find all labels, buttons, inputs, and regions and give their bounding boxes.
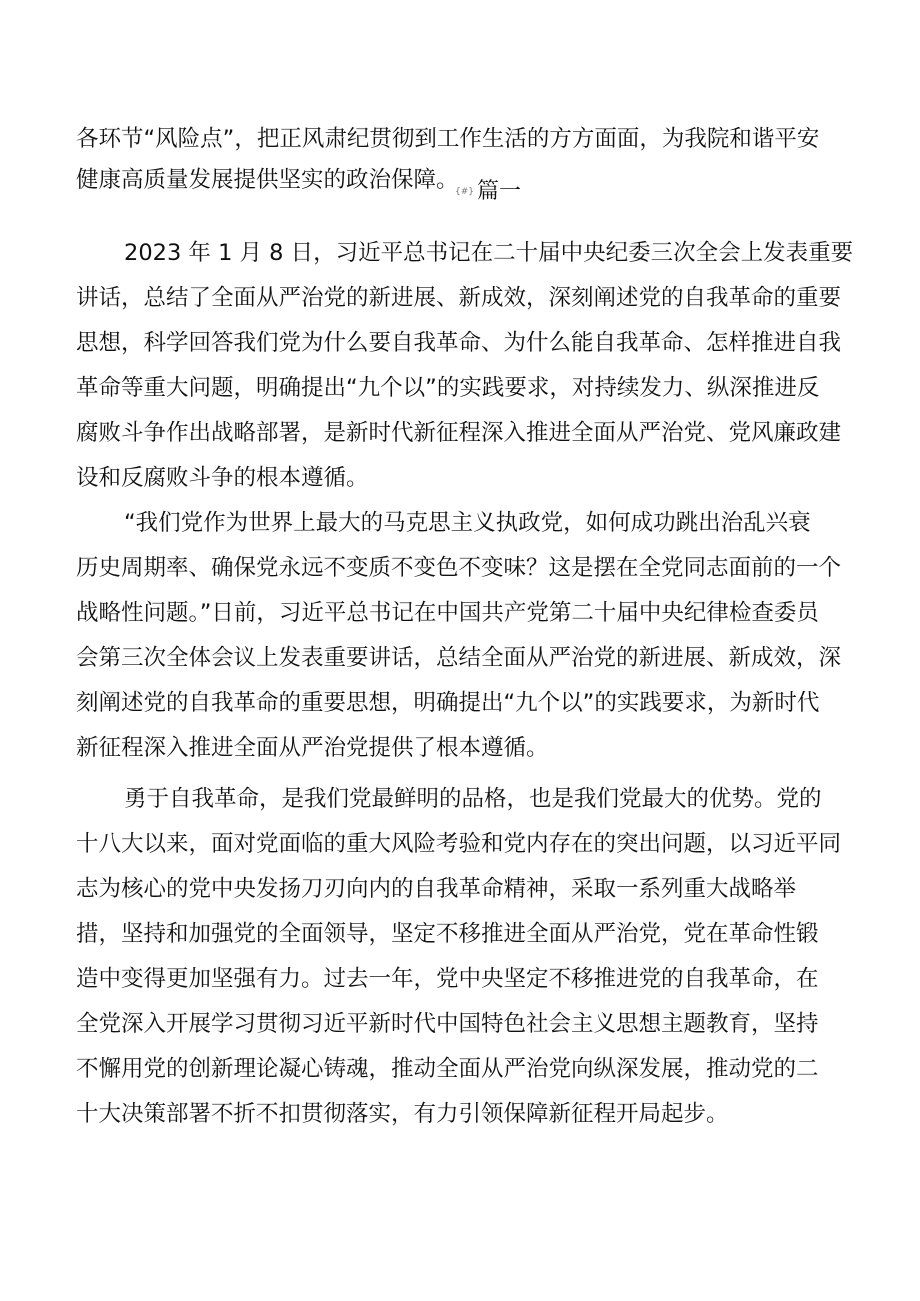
paragraph-line: 措，坚持和加强党的全面领导，坚定不移推进全面从严治党，党在革命性锻 (76, 921, 819, 947)
paragraph-line: 刻阐述党的自我革命的重要思想，明确提出“九个以”的实践要求，为新时代 (76, 690, 820, 716)
paragraph-line: 会第三次全体会议上发表重要讲话，总结全面从严治党的新进展、新成效，深 (76, 645, 842, 671)
section-mark: {#} (455, 187, 474, 197)
section-title: 篇一 (477, 179, 522, 204)
paragraph-line: 战略性问题。”日前，习近平总书记在中国共产党第二十届中央纪律检查委员 (76, 600, 819, 626)
paragraph-line: 勇于自我革命，是我们党最鲜明的品格，也是我们党最大的优势。党的 (124, 786, 822, 812)
paragraph-line: 志为核心的党中央发扬刀刃向内的自我革命精神，采取一系列重大战略举 (76, 876, 797, 902)
paragraph-line: 腐败斗争作出战略部署，是新时代新征程深入推进全面从严治党、党风廉政建 (76, 420, 842, 446)
paragraph-line: 历史周期率、确保党永远不变质不变色不变味？这是摆在全党同志面前的一个 (76, 555, 842, 581)
paragraph-line: 设和反腐败斗争的根本遵循。 (76, 465, 369, 491)
paragraph-line: 不懈用党的创新理论凝心铸魂，推动全面从严治党向纵深发展，推动党的二 (76, 1056, 819, 1082)
paragraph-line: 思想，科学回答我们党为什么要自我革命、为什么能自我革命、怎样推进自我 (76, 330, 842, 356)
paragraph-line: “我们党作为世界上最大的马克思主义执政党，如何成功跳出治乱兴衰 (124, 510, 811, 536)
section-heading (455, 177, 521, 207)
paragraph-line: 2023 年 1 月 8 日，习近平总书记在二十届中央纪委三次全会上发表重要 (124, 240, 854, 266)
paragraph-line: 新征程深入推进全面从严治党提供了根本遵循。 (76, 735, 549, 761)
paragraph-line: 十八大以来，面对党面临的重大风险考验和党内存在的突出问题，以习近平同 (76, 831, 842, 857)
paragraph-line: 造中变得更加坚强有力。过去一年，党中央坚定不移推进党的自我革命，在 (76, 966, 819, 992)
intro-line: 各环节“风险点”，把正风肃纪贯彻到工作生活的方方面面，为我院和谐平安 (76, 126, 820, 152)
paragraph-line: 讲话，总结了全面从严治党的新进展、新成效，深刻阐述党的自我革命的重要 (76, 285, 842, 311)
intro-line: 健康高质量发展提供坚实的政治保障。 (76, 167, 459, 193)
paragraph-line: 革命等重大问题，明确提出“九个以”的实践要求，对持续发力、纵深推进反 (76, 375, 820, 401)
paragraph-line: 全党深入开展学习贯彻习近平新时代中国特色社会主义思想主题教育，坚持 (76, 1011, 819, 1037)
paragraph-line: 十大决策部署不折不扣贯彻落实，有力引领保障新征程开局起步。 (76, 1101, 729, 1127)
